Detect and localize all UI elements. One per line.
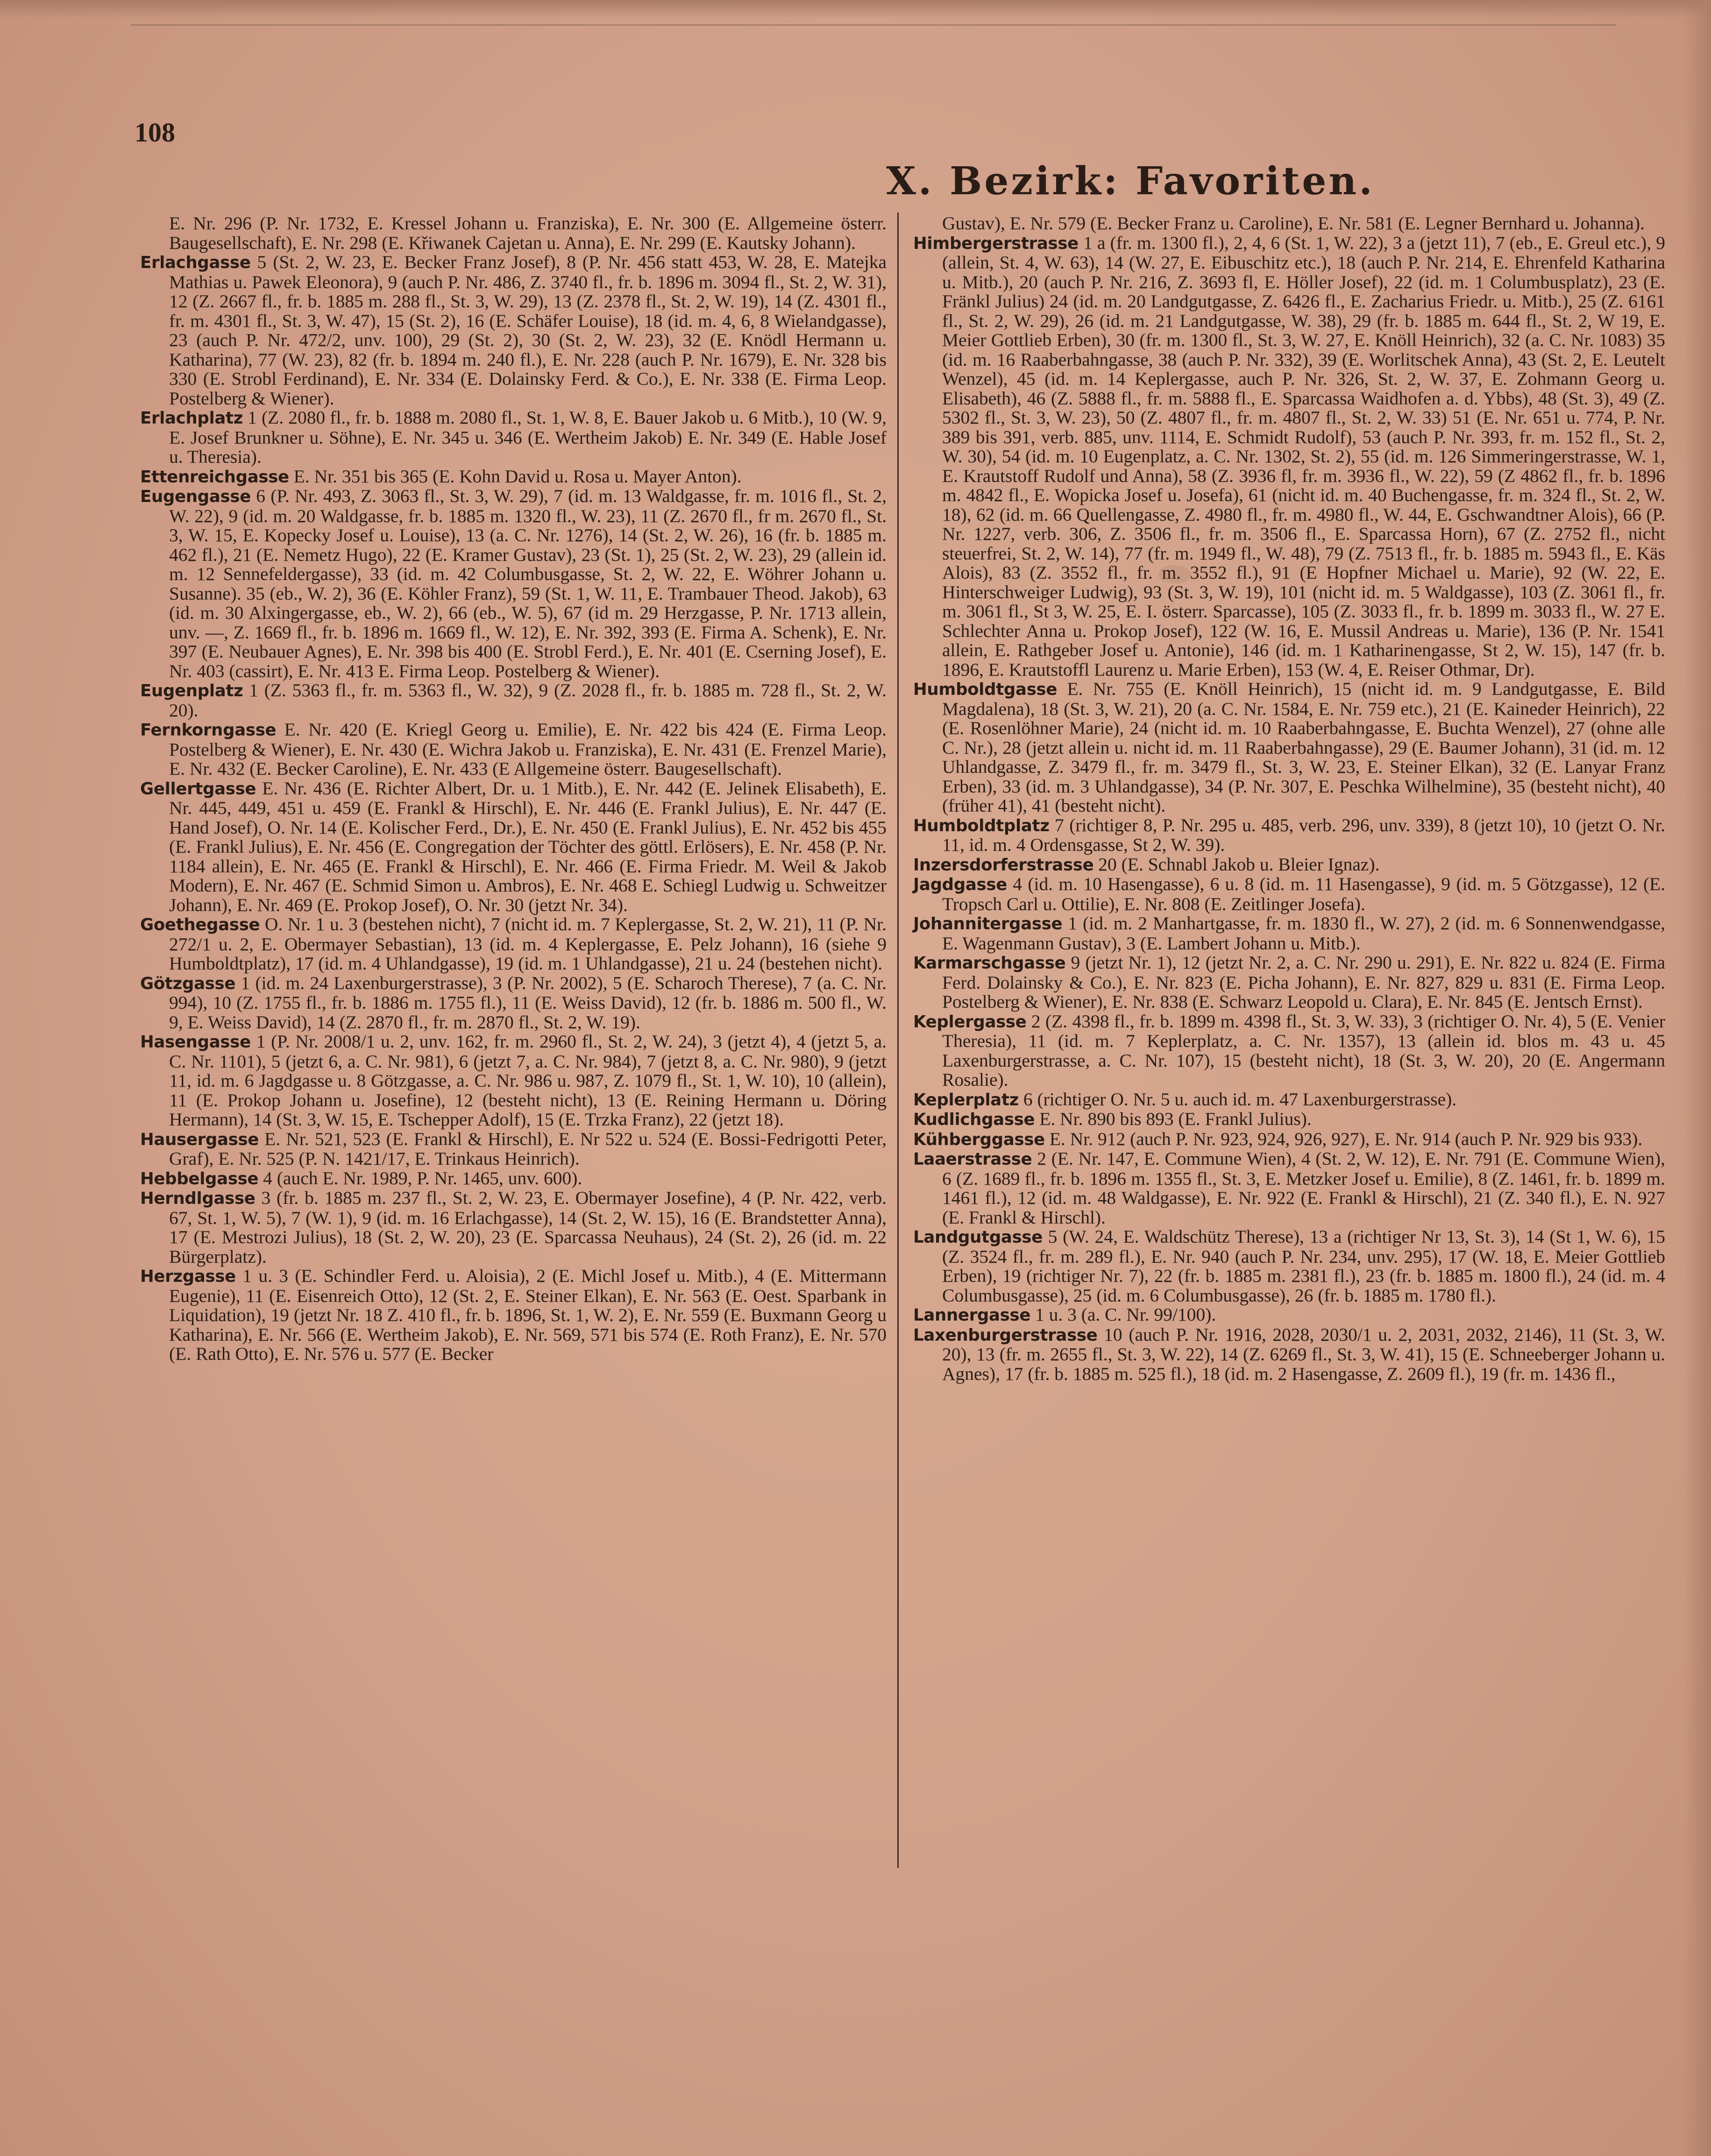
directory-entry: [913, 1130, 1665, 1150]
street-name: Himbergerstrasse: [913, 233, 1079, 253]
entry-text: 1 a (fr. m. 1300 fl.), 2, 4, 6 (St. 1, W. 22), 3 a (jetzt 11), 7 (eb., E. Greul etc.), 9 (allein, St. 4, W. 63), 14 (W. 27, E. Eibuschitz etc.), 18 (auch P. Nr. 214, E. Ehrenfeld Katharina u. Mitb.), 20 (auch P. Nr. 216, Z. 3693 fl, E. Höller Josef), 22 (id. m. 1 Columbusplatz), 23 (E. Fränkl Julius) 24 (id. m. 20 Landgutgasse, Z. 6426 fl., E. Zacharius Friedr. u. Mitb.), 25 (Z. 6161 fl., St. 2, W. 29), 26 (id. m. 21 Landgutgasse, W. 38), 29 (fr. b. 1885 m. 644 fl., St. 2, W 19, E. Meier Gottlieb Erben), 30 (fr. m. 1300 fl., St. 3, W. 27, E. Knöll Heinrich), 32 (a. C. Nr. 1083) 35 (id. m. 16 Raaberbahngasse, 38 (auch P. Nr. 332), 39 (E. Worlitschek Anna), 43 (St. 2, E. Leutelt Wenzel), 45 (id. m. 14 Keplergasse, auch P. Nr. 326, St. 2, W. 37, E. Zohmann Georg u. Elisabeth), 46 (Z. 5888 fl., fr. m. 5888 fl., E. Sparcassa Waidhofen a. d. Ybbs), 48 (St. 3), 49 (Z. 5302 fl., St. 3, W. 23), 50 (Z. 4807 fl., fr. m. 4807 fl., St. 2, W. 33) 51 (E. Nr. 651 u. 774, P. Nr. 389 bis 391, verb. 885, unv. 1114, E. Schmidt Rudolf), 53 (auch P. Nr. 393, fr. m. 152 fl., St. 2, W. 30), 54 (id. m. 10 Eugenplatz, a. C. Nr. 1302, St. 2), 55 (id. m. 126 Simmeringerstrasse, W. 1, E. Krautstoff Rudolf und Anna), 58 (Z. 3936 fl, fr. m. 3936 fl., W. 22), 59 (Z 4862 fl., fr. b. 1896 m. 4842 fl., E. Wopicka Josef u. Josefa), 61 (nicht id. m. 40 Buchengasse, fr. m. 324 fl., St. 2, W. 18), 62 (id. m. 66 Quellengasse, Z. 4980 fl., fr. m. 4980 fl., W. 44, E. Gschwandtner Alois), 66 (P. Nr. 1227, verb. 306, Z. 3506 fl., fr. m. 3506 fl., E. Sparcassa Horn), 67 (Z. 2752 fl., nicht steuerfrei, St. 2, W. 14), 77 (fr. m. 1949 fl., W. 48), 79 (Z. 7513 fl., fr. b. 1885 m. 5943 fl., E. Käs Alois), 83 (Z. 3552 fl., fr. m. 3552 fl.), 91 (E Hopfner Michael u. Marie), 92 (W. 22, E. Hinterschweiger Ludwig), 93 (St. 3, W. 19), 101 (nicht id. m. 5 Waldgasse), 103 (Z. 3061 fl., fr. m. 3061 fl., St 3, W. 25, E. I. österr. Sparcasse), 105 (Z. 3033 fl., fr. b. 1899 m. 3033 fl., W. 27 E. Schlechter Anna u. Prokop Josef), 122 (W. 16, E. Mussil Andreas u. Marie), 136 (P. Nr. 1541 allein, E. Rathgeber Josef u. Antonie), 146 (id. m. 1 Katharinengasse, St 2, W. 15), 147 (fr. b. 1896, E. Krautstoffl Laurenz u. Marie Erben), 153 (W. 4, E. Reiser Othmar, Dr).: [942, 232, 1665, 680]
directory-entry: [913, 1325, 1665, 1384]
entry-text: E. Nr. 351 bis 365 (E. Kohn David u. Rosa u. Mayer Anton).: [293, 466, 742, 487]
directory-entry: [913, 953, 1665, 1012]
entry-text: 3 (fr. b. 1885 m. 237 fl., St. 2, W. 23, E. Obermayer Josefine), 4 (P. Nr. 422, verb. 67, St. 1, W. 5), 7 (W. 1), 9 (id. m. 16 Erlachgasse), 14 (St. 2, W. 15), 16 (E. Brandstetter Anna), 17 (E. Mestrozi Julius), 18 (St. 2, W. 20), 23 (E. Sparcassa Neuhaus), 24 (St. 2), 26 (id. m. 22 Bürgerplatz).: [169, 1188, 887, 1267]
directory-entry: [913, 214, 1665, 233]
street-name: Eugenplatz: [140, 681, 243, 700]
entry-text: 1 u. 3 (a. C. Nr. 99/100).: [1035, 1304, 1216, 1325]
directory-entry: [140, 1188, 887, 1266]
entry-text: 1 (id. m. 24 Laxenburgerstrasse), 3 (P. Nr. 2002), 5 (E. Scharoch Therese), 7 (a. C. Nr. 994), 10 (Z. 1755 fl., fr. b. 1886 m. 1755 fl.), 11 (E. Weiss David), 12 (fr. b. 1886 m. 500 fl., W. 9, E. Weiss David), 14 (Z. 2870 fl., fr. m. 2870 fl., St. 2, W. 19).: [169, 972, 887, 1032]
entry-text: 9 (jetzt Nr. 1), 12 (jetzt Nr. 2, a. C. Nr. 290 u. 291), E. Nr. 822 u. 824 (E. Firma Ferd. Dolainsky & Co.), E. Nr. 823 (E. Picha Johann), E. Nr. 827, 829 u. 831 (E. Firma Leop. Postelberg & Wiener), E. Nr. 838 (E. Schwarz Leopold u. Clara), E. Nr. 845 (E. Jentsch Ernst).: [942, 952, 1666, 1012]
street-name: Johannitergasse: [913, 914, 1063, 933]
entry-text: 1 (id. m. 2 Manhartgasse, fr. m. 1830 fl., W. 27), 2 (id. m. 6 Sonnenwendgasse, E. Wagenmann Gustav), 3 (E. Lambert Johann u. Mitb.).: [942, 913, 1665, 954]
entry-text: 2 (E. Nr. 147, E. Commune Wien), 4 (St. 2, W. 12), E. Nr. 791 (E. Commune Wien), 6 (Z. 1689 fl., fr. b. 1896 m. 1355 fl., St. 3, E. Metzker Josef u. Emilie), 8 (Z. 1461, fr. b. 1899 m. 1461 fl.), 12 (id. m. 48 Waldgasse), E. Nr. 922 (E. Frankl & Hirschl), 21 (Z. 340 fl.), E. N. 927 (E. Frankl & Hirschl).: [942, 1148, 1665, 1228]
page-number: 108: [135, 117, 175, 148]
street-name: Landgutgasse: [913, 1228, 1043, 1247]
entry-text: 6 (P. Nr. 493, Z. 3063 fl., St. 3, W. 29), 7 (id. m. 13 Waldgasse, fr. m. 1016 fl., St. 2, W. 22), 9 (id. m. 20 Waldgasse, fr. b. 1885 m. 1320 fl., W. 23), 11 (Z. 2670 fl., fr m. 2670 fl., St. 3, W. 15, E. Kopecky Josef u. Louise), 13 (a. C. Nr. 1276), 14 (St. 2, W. 26), 16 (fr. b. 1885 m. 462 fl.), 21 (E. Nemetz Hugo), 22 (E. Kramer Gustav), 23 (St. 1), 25 (St. 2, W. 23), 29 (allein id. m. 12 Sennefeldergasse), 33 (id. m. 42 Columbusgasse, St. 2, W. 22, E. Wöhrer Johann u. Susanne). 35 (eb., W. 2), 36 (E. Köhler Franz), 59 (St. 1, W. 11, E. Trambauer Theod. Jakob), 63 (id. m. 30 Alxingergasse, eb., W. 2), 66 (eb., W. 5), 67 (id m. 29 Herzgasse, P. Nr. 1713 allein, unv. —, Z. 1669 fl., fr. b. 1896 m. 1669 fl., W. 12), E. Nr. 392, 393 (E. Firma A. Schenk), E. Nr. 397 (E. Neubauer Agnes), E. Nr. 398 bis 400 (E. Strobl Ferd.), E. Nr. 401 (E. Cserning Josef), E. Nr. 403 (cassirt), E. Nr. 413 E. Firma Leop. Postelberg & Wiener).: [169, 486, 887, 681]
directory-entry: [913, 875, 1665, 914]
entry-text: 1 (Z. 2080 fl., fr. b. 1888 m. 2080 fl., St. 1, W. 8, E. Bauer Jakob u. 6 Mitb.), 10 (W. 9, E. Josef Brunkner u. Söhne), E. Nr. 345 u. 346 (E. Wertheim Jakob) E. Nr. 349 (E. Hable Josef u. Theresia).: [169, 407, 887, 467]
directory-entry: [913, 1012, 1665, 1090]
directory-entry: [913, 816, 1665, 855]
street-name: Karmarschgasse: [913, 954, 1066, 973]
directory-entry: [913, 914, 1665, 953]
entry-text: E. Nr. 436 (E. Richter Albert, Dr. u. 1 Mitb.), E. Nr. 442 (E. Jelinek Elisabeth), E. Nr. 445, 449, 451 u. 459 (E. Frankl & Hirschl), E. Nr. 446 (E. Frankl Julius), E. Nr. 447 (E. Hand Josef), O. Nr. 14 (E. Kolischer Ferd., Dr.), E. Nr. 450 (E. Frankl Julius), E. Nr. 452 bis 455 (E. Frankl Julius), E. Nr. 456 (E. Congregation der Töchter des göttl. Erlösers), E. Nr. 458 (P. Nr. 1184 allein), E. Nr. 465 (E. Frankl & Hirschl), E. Nr. 466 (E. Firma Friedr. M. Weil & Jakob Modern), E. Nr. 467 (E. Schmid Simon u. Ambros), E. Nr. 468 E. Schiegl Ludwig u. Schweitzer Johann), E. Nr. 469 (E. Prokop Josef), O. Nr. 30 (jetzt Nr. 34).: [169, 778, 887, 915]
street-name: Keplerplatz: [913, 1090, 1019, 1110]
street-name: Humboldtgasse: [913, 680, 1058, 699]
directory-entry: [140, 408, 887, 467]
directory-entry: [140, 1130, 887, 1169]
entry-text: E. Nr. 296 (P. Nr. 1732, E. Kressel Johann u. Franziska), E. Nr. 300 (E. Allgemeine österr. Baugesellschaft), E. Nr. 298 (E. Křiwanek Cajetan u. Anna), E. Nr. 299 (E. Kautsky Johann).: [169, 213, 887, 253]
street-name: Herzgasse: [140, 1267, 236, 1286]
street-name: Kühberggasse: [913, 1130, 1045, 1149]
street-name: Keplergasse: [913, 1012, 1027, 1032]
entry-text: 1 (P. Nr. 2008/1 u. 2, unv. 162, fr. m. 2960 fl., St. 2, W. 24), 3 (jetzt 4), 4 (jetzt 5, a. C. Nr. 1101), 5 (jetzt 6, a. C. Nr. 981), 6 (jetzt 7, a. C. Nr. 984), 7 (jetzt 8, a. C. Nr. 980), 9 (jetzt 11, id. m. 6 Jagdgasse u. 8 Götzgasse, a. C. Nr. 986 u. 987, Z. 1079 fl., St. 1, W. 10), 10 (allein), 11 (E. Prokop Johann u. Josefine), 12 (besteht nicht), 13 (E. Reining Hermann u. Döring Hermann), 14 (St. 3, W. 15, E. Tschepper Adolf), 15 (E. Trzka Franz), 22 (jetzt 18).: [169, 1031, 887, 1130]
street-name: Inzersdorferstrasse: [913, 855, 1094, 875]
street-name: Erlachgasse: [140, 253, 251, 272]
directory-entry: [140, 915, 887, 974]
directory-entry: [140, 214, 887, 253]
entry-text: 10 (auch P. Nr. 1916, 2028, 2030/1 u. 2, 2031, 2032, 2146), 11 (St. 3, W. 20), 13 (fr. m. 2655 fl., St. 3, W. 22), 14 (Z. 6269 fl., St. 3, W. 41), 15 (E. Schneeberger Johann u. Agnes), 17 (fr. b. 1885 m. 525 fl.), 18 (id. m. 2 Hasengasse, Z. 2609 fl.), 19 (fr. m. 1436 fl.,: [942, 1324, 1665, 1384]
entry-text: 4 (id. m. 10 Hasengasse), 6 u. 8 (id. m. 11 Hasengasse), 9 (id. m. 5 Götzgasse), 12 (E. Tropsch Carl u. Ottilie), E. Nr. 808 (E. Zeitlinger Josefa).: [942, 874, 1666, 914]
directory-entry: [140, 1169, 887, 1189]
entry-text: 7 (richtiger 8, P. Nr. 295 u. 485, verb. 296, unv. 339), 8 (jetzt 10), 10 (jetzt O. Nr. 11, id. m. 4 Ordensgasse, St 2, W. 39).: [942, 814, 1666, 855]
entry-text: E. Nr. 912 (auch P. Nr. 923, 924, 926, 927), E. Nr. 914 (auch P. Nr. 929 bis 933).: [1049, 1128, 1643, 1149]
entry-text: E. Nr. 890 bis 893 (E. Frankl Julius).: [1039, 1109, 1312, 1129]
entry-text: 1 (Z. 5363 fl., fr. m. 5363 fl., W. 32), 9 (Z. 2028 fl., fr. b. 1885 m. 728 fl., St. 2, W. 20).: [169, 680, 887, 721]
entry-text: 6 (richtiger O. Nr. 5 u. auch id. m. 47 Laxenburgerstrasse).: [1023, 1089, 1457, 1110]
street-name: Goethegasse: [140, 915, 260, 934]
directory-entry: [140, 487, 887, 681]
page-edge-right: [1683, 0, 1711, 2156]
street-name: Jagdgasse: [913, 875, 1007, 894]
directory-entry: [140, 467, 887, 487]
entry-text: E. Nr. 420 (E. Kriegl Georg u. Emilie), E. Nr. 422 bis 424 (E. Firma Leop. Postelberg & Wiener), E. Nr. 430 (E. Wichra Jakob u. Franziska), E. Nr. 431 (E. Frenzel Marie), E. Nr. 432 (E. Becker Caroline), E. Nr. 433 (E Allgemeine österr. Baugesellschaft).: [169, 719, 887, 779]
entry-text: 1 u. 3 (E. Schindler Ferd. u. Aloisia), 2 (E. Michl Josef u. Mitb.), 4 (E. Mittermann Eugenie), 11 (E. Eisenreich Otto), 12 (St. 2, E. Steiner Elkan), E. Nr. 563 (E. Oest. Sparbank in Liquidation), 19 (jetzt Nr. 18 Z. 410 fl., fr. b. 1896, St. 1, W. 2), E. Nr. 559 (E. Buxmann Georg u Katharina), E. Nr. 566 (E. Wertheim Jakob), E. Nr. 569, 571 bis 574 (E. Roth Franz), E. Nr. 570 (E. Rath Otto), E. Nr. 576 u. 577 (E. Becker: [169, 1265, 887, 1364]
directory-entry: [913, 233, 1665, 680]
entry-text: 5 (St. 2, W. 23, E. Becker Franz Josef), 8 (P. Nr. 456 statt 453, W. 28, E. Matejka Mathias u. Pawek Eleonora), 9 (auch P. Nr. 486, Z. 3740 fl., fr. b. 1896 m. 3094 fl., St. 2, W. 31), 12 (Z. 2667 fl., fr. b. 1885 m. 288 fl., St. 3, W. 29), 13 (Z. 2378 fl., St. 2, W. 19), 14 (Z. 4301 fl., fr. m. 4301 fl., St. 3, W. 47), 15 (St. 2), 16 (E. Schäfer Louise), 18 (id. m. 4, 6, 8 Wielandgasse), 23 (auch P. Nr. 472/2, unv. 100), 29 (St. 2), 30 (St. 2, W. 23), 32 (E. Knödl Hermann u. Katharina), 77 (W. 23), 82 (fr. b. 1894 m. 240 fl.), E. Nr. 228 (auch P. Nr. 1679), E. Nr. 328 bis 330 (E. Strobl Ferdinand), E. Nr. 334 (E. Dolainsky Ferd. & Co.), E. Nr. 338 (E. Firma Leop. Postelberg & Wiener).: [169, 252, 887, 409]
street-name: Kudlichgasse: [913, 1110, 1035, 1129]
entry-text: 20 (E. Schnabl Jakob u. Bleier Ignaz).: [1098, 854, 1380, 875]
street-name: Fernkorngasse: [140, 721, 277, 740]
directory-entry: [913, 1305, 1665, 1325]
left-column: [140, 214, 887, 1364]
top-rule: [131, 24, 1616, 26]
directory-entry: [140, 720, 887, 779]
entry-text: O. Nr. 1 u. 3 (bestehen nicht), 7 (nicht id. m. 7 Keplergasse, St. 2, W. 21), 11 (P. Nr. 272/1 u. 2, E. Obermayer Sebastian), 13 (id. m. 4 Keplergasse, E. Pelz Johann), 16 (siehe 9 Humboldtplatz), 17 (id. m. 4 Uhlandgasse), 19 (id. m. 1 Uhlandgasse), 21 u. 24 (bestehen nicht).: [169, 914, 887, 974]
directory-entry: [913, 855, 1665, 875]
street-name: Laxenburgerstrasse: [913, 1325, 1098, 1345]
street-name: Humboldtplatz: [913, 816, 1050, 835]
directory-entry: [913, 1149, 1665, 1227]
street-name: Eugengasse: [140, 487, 251, 506]
directory-entry: [140, 681, 887, 720]
right-column: [913, 214, 1665, 1384]
directory-entry: [913, 1090, 1665, 1110]
street-name: Erlachplatz: [140, 409, 243, 428]
directory-entry: [913, 1227, 1665, 1305]
entry-text: 5 (W. 24, E. Waldschütz Therese), 13 a (richtiger Nr 13, St. 3), 14 (St 1, W. 6), 15 (Z. 3524 fl., fr. m. 289 fl.), E. Nr. 940 (auch P. Nr. 234, unv. 295), 17 (W. 18, E. Meier Gottlieb Erben), 19 (richtiger Nr. 7), 22 (fr. b. 1885 m. 2381 fl.), 23 (fr. b. 1885 m. 1800 fl.), 24 (id. m. 4 Columbusgasse), 25 (id. m. 6 Columbusgasse), 26 (fr. b. 1885 m. 1780 fl.).: [942, 1226, 1665, 1306]
entry-text: 4 (auch E. Nr. 1989, P. Nr. 1465, unv. 600).: [263, 1167, 582, 1188]
street-name: Hausergasse: [140, 1130, 259, 1149]
street-name: Hebbelgasse: [140, 1169, 259, 1188]
entry-text: E. Nr. 521, 523 (E. Frankl & Hirschl), E. Nr 522 u. 524 (E. Bossi-Fedrigotti Peter, Graf), E. Nr. 525 (P. N. 1421/17, E. Trinkaus Heinrich).: [169, 1128, 887, 1169]
directory-entry: [913, 679, 1665, 816]
page-edge-top: [0, 0, 1711, 19]
street-name: Lannergasse: [913, 1306, 1031, 1325]
street-name: Hasengasse: [140, 1032, 251, 1052]
directory-entry: [140, 1032, 887, 1130]
street-name: Götzgasse: [140, 974, 236, 993]
directory-entry: [140, 1266, 887, 1364]
street-name: Herndlgasse: [140, 1189, 256, 1208]
entry-text: Gustav), E. Nr. 579 (E. Becker Franz u. Caroline), E. Nr. 581 (E. Legner Bernhard u. Johanna).: [942, 213, 1645, 233]
street-name: Laaerstrasse: [913, 1150, 1032, 1169]
entry-text: E. Nr. 755 (E. Knöll Heinrich), 15 (nicht id. m. 9 Landgutgasse, E. Bild Magdalena), 18 (St. 3, W. 21), 20 (a. C. Nr. 1584, E. Nr. 759 etc.), 21 (E. Kaineder Heinrich), 22 (E. Rosenlöhner Marie), 24 (nicht id. m. 10 Raaberbahngasse, E. Buchta Wenzel), 27 (ohne alle C. Nr.), 28 (jetzt allein u. nicht id. m. 11 Raaberbahngasse), 29 (E. Baumer Johann), 31 (id. m. 12 Uhlandgasse, Z. 3479 fl., fr. m. 3479 fl., St. 3, W. 23, E. Steiner Elkan), 32 (E. Lanyar Franz Erben), 33 (id. m. 3 Uhlandgasse), 34 (P. Nr. 307, E. Peschka Wilhelmine), 35 (besteht nicht), 40 (früher 41), 41 (besteht nicht).: [942, 679, 1665, 816]
street-name: Gellertgasse: [140, 779, 256, 799]
page-heading: X. Bezirk: Favoriten.: [886, 159, 1375, 204]
column-divider: [897, 212, 899, 1868]
directory-entry: [140, 253, 887, 408]
directory-entry: [913, 1110, 1665, 1130]
street-name: Ettenreichgasse: [140, 467, 289, 487]
directory-entry: [140, 974, 887, 1032]
directory-entry: [140, 779, 887, 915]
entry-text: 2 (Z. 4398 fl., fr. b. 1899 m. 4398 fl., St. 3, W. 33), 3 (richtiger O. Nr. 4), 5 (E. Venier Theresia), 11 (id. m. 7 Keplerplatz, a. C. Nr. 1357), 13 (allein id. blos m. 43 u. 45 Laxenburgerstrasse, a. C. Nr. 107), 15 (besteht nicht), 18 (St. 3, W. 20), 20 (E. Angermann Rosalie).: [942, 1011, 1666, 1090]
